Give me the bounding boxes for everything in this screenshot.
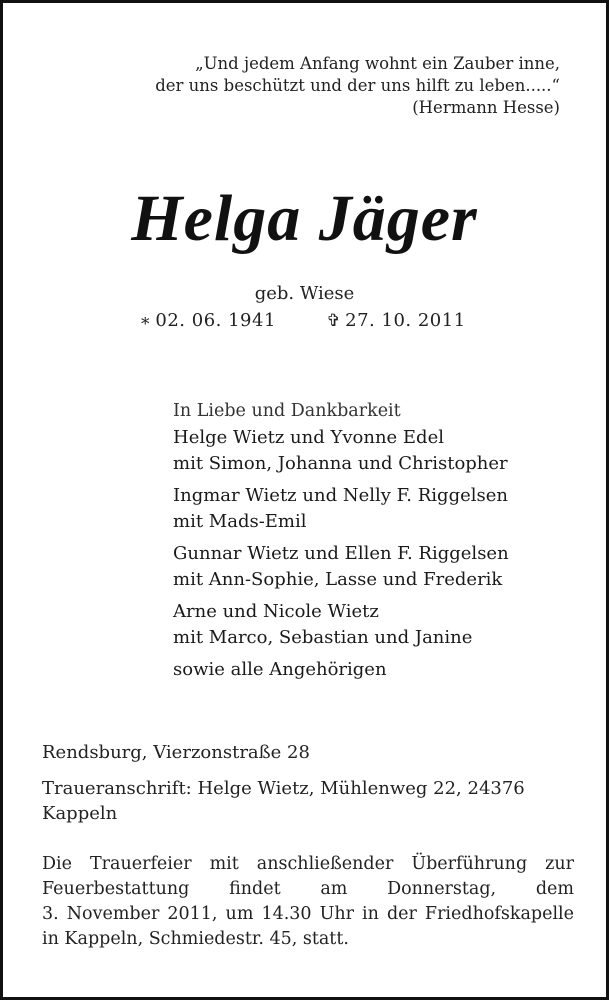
mourners-closing: sowie alle Angehörigen xyxy=(173,659,387,680)
mourning-address: Traueranschrift: Helge Wietz, Mühlenweg 22, 24376 Kappeln xyxy=(42,778,525,824)
mourner-names: Helge Wietz und Yvonne Edel xyxy=(173,427,444,448)
mourner-children: mit Simon, Johanna und Christopher xyxy=(173,453,508,474)
mourner-children: mit Marco, Sebastian und Janine xyxy=(173,627,473,648)
mourner-group xyxy=(173,425,509,477)
epigraph-quote xyxy=(155,53,560,119)
life-dates xyxy=(3,310,606,331)
mourner-children: mit Mads-Emil xyxy=(173,511,307,532)
mourner-names: Arne und Nicole Wietz xyxy=(173,601,379,622)
mourner-group xyxy=(173,541,509,593)
residence-address: Rendsburg, Vierzonstraße 28 xyxy=(42,742,310,763)
quote-author: (Hermann Hesse) xyxy=(412,98,560,117)
quote-line: der uns beschützt und der uns hilft zu leben.....“ xyxy=(155,76,560,95)
death-cross-icon: ✞ xyxy=(326,311,342,331)
quote-line: „Und jedem Anfang wohnt ein Zauber inne, xyxy=(195,54,560,73)
notice-line: in Kappeln, Schmiedestr. 45, statt. xyxy=(42,929,349,949)
mourner-names: Gunnar Wietz und Ellen F. Riggelsen xyxy=(173,543,509,564)
birth-star-icon: ∗ xyxy=(139,311,152,331)
notice-line: Die Trauerfeier mit anschließender Überführung zur xyxy=(42,854,574,874)
mourner-group xyxy=(173,599,509,651)
mourner-group xyxy=(173,483,509,535)
notice-line: Feuerbestattung findet am Donnerstag, dem xyxy=(42,879,574,899)
mourners-intro: In Liebe und Dankbarkeit xyxy=(173,401,401,421)
notice-line: 3. November 2011, um 14.30 Uhr in der Friedhofskapelle xyxy=(42,904,574,924)
death-date: 27. 10. 2011 xyxy=(345,310,466,331)
mourner-children: mit Ann-Sophie, Lasse und Frederik xyxy=(173,569,503,590)
deceased-name: Helga Jäger xyxy=(131,182,478,255)
funeral-notice xyxy=(42,852,574,952)
birth-date: 02. 06. 1941 xyxy=(155,310,276,331)
mourner-names: Ingmar Wietz und Nelly F. Riggelsen xyxy=(173,485,508,506)
mourners-list xyxy=(173,398,509,683)
birth-name: geb. Wiese xyxy=(254,283,355,304)
